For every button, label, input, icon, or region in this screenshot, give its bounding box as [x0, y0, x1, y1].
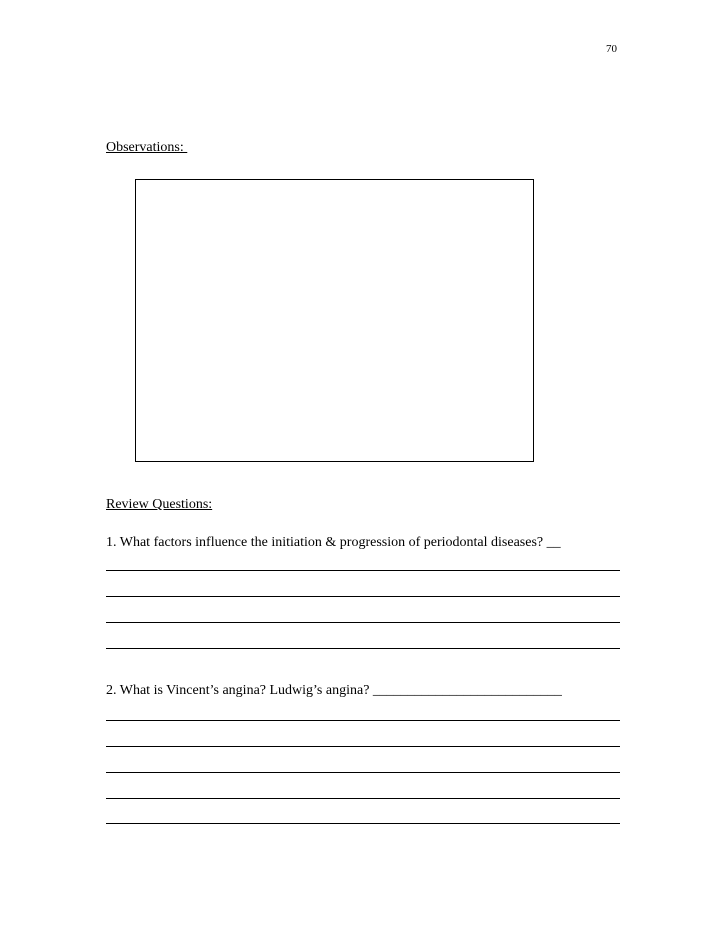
question-1-answer-line[interactable]	[106, 596, 620, 597]
observations-heading: Observations:	[106, 140, 188, 155]
observation-drawing-box[interactable]	[135, 179, 534, 462]
question-1-prompt: 1. What factors influence the initiation & progression of periodontal diseases? __	[106, 535, 561, 550]
question-2-answer-line[interactable]	[106, 772, 620, 773]
question-2-answer-line[interactable]	[106, 720, 620, 721]
question-1-answer-line[interactable]	[106, 570, 620, 571]
question-2-prompt: 2. What is Vincent’s angina? Ludwig’s angina? ___________________________	[106, 683, 562, 698]
question-1-answer-line[interactable]	[106, 648, 620, 649]
question-2-answer-line[interactable]	[106, 798, 620, 799]
review-questions-heading: Review Questions:	[106, 497, 213, 512]
page-number: 70	[606, 43, 617, 55]
question-2-answer-line[interactable]	[106, 823, 620, 824]
question-1-answer-line[interactable]	[106, 622, 620, 623]
question-2-answer-line[interactable]	[106, 746, 620, 747]
